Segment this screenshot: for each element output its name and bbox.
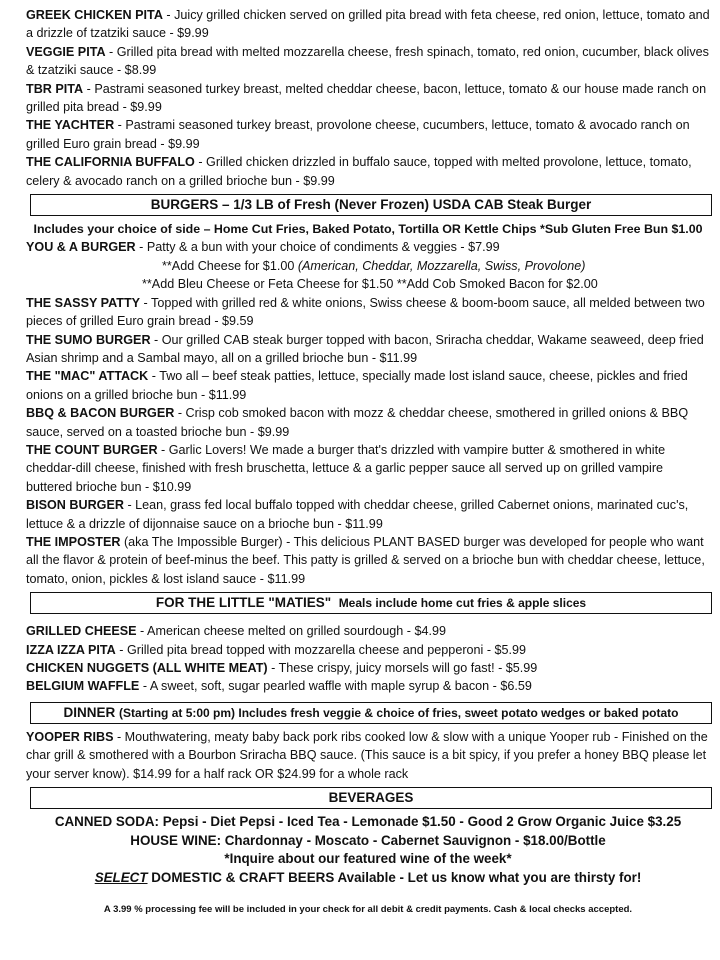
item-desc: - Crisp cob smoked bacon with mozz & cheddar cheese, smothered in grilled onions & BBQ sauce, served on a toasted brioche bun - $9.99 <box>26 406 689 439</box>
kids-header-sub: Meals include home cut fries & apple slices <box>338 596 587 611</box>
item-name: THE "MAC" ATTACK <box>26 369 149 384</box>
burgers-header-text: BURGERS – 1/3 LB of Fresh (Never Frozen) USDA CAB Steak Burger <box>150 197 592 213</box>
item-desc: - Juicy grilled chicken served on grilled pita bread with feta cheese, red onion, lettuce, tomato and a drizzle of tzatziki sauce - $9.99 <box>26 8 710 41</box>
bev-beers-text: DOMESTIC & CRAFT BEERS Available - Let us know what you are thirsty for! <box>147 869 642 885</box>
kids-header-text: FOR THE LITTLE "MATIES" <box>155 595 332 611</box>
item-name: BISON BURGER <box>26 498 124 513</box>
item-desc: - Grilled chicken drizzled in buffalo sauce, topped with melted provolone, lettuce, tomato, celery & avocado ranch on a grilled brioche bun - $9.99 <box>26 155 692 188</box>
item-desc: - Mouthwatering, meaty baby back pork ribs cooked low & slow with a unique Yooper rub - Finished on the char grill & smothered with a Bourbon Sriracha BBQ sauce. (This sauce is a bit spicy, if you prefer a honey BBQ please let your server know). $14.99 for a half rack OR $24.99 for a whole rack <box>26 729 708 781</box>
menu-item <box>26 80 710 117</box>
menu-item <box>26 6 710 43</box>
burger-list <box>26 294 710 589</box>
item-name: GRILLED CHEESE <box>26 624 137 639</box>
bev-inquire: *Inquire about our featured wine of the week* <box>224 851 512 867</box>
menu-item <box>26 238 710 256</box>
addon-cheese-options: (American, Cheddar, Mozzarella, Swiss, Provolone) <box>297 258 586 273</box>
pita-list <box>26 6 710 190</box>
item-desc: (aka The Impossible Burger) - This delicious PLANT BASED burger was developed for people who want all the flavor & protein of beef-minus the beef. This patty is grilled & served on a brioche bun with cheddar cheese, lettuce, tomato, onion, pickles & lost island sauce - $11.99 <box>26 534 705 586</box>
menu-item <box>26 404 710 441</box>
item-name: THE SASSY PATTY <box>26 295 141 310</box>
item-desc: - A sweet, soft, sugar pearled waffle with maple syrup & bacon - $6.59 <box>139 679 532 694</box>
menu-item <box>26 43 710 80</box>
menu-item <box>26 622 710 640</box>
menu-item <box>26 728 710 783</box>
menu-item <box>26 659 710 677</box>
dinner-list <box>26 728 710 783</box>
item-desc: - Two all – beef steak patties, lettuce, specially made lost island sauce, cheese, pickles and fried onions on a grilled brioche bun - $11.99 <box>26 369 688 402</box>
menu-item <box>26 496 710 533</box>
item-name: YOU & A BURGER <box>26 240 136 255</box>
bev-wine: HOUSE WINE: Chardonnay - Moscato - Cabernet Sauvignon - $18.00/Bottle <box>130 832 606 848</box>
item-name: BELGIUM WAFFLE <box>26 679 140 694</box>
item-desc: - Our grilled CAB steak burger topped with bacon, Sriracha cheddar, Wakame seaweed, deep fried Asian shrimp and a Sambal mayo, all on a grilled brioche bun - $11.99 <box>26 332 704 365</box>
processing-fee-note: A 3.99 % processing fee will be included in your check for all debit & credit payments. Cash & local checks accepted. <box>103 904 633 916</box>
item-desc: - Topped with grilled red & white onions, Swiss cheese & boom-boom sauce, all melded between two pieces of grilled Euro grain bread - $9.59 <box>26 295 705 329</box>
item-desc: - Pastrami seasoned turkey breast, melted cheddar cheese, bacon, lettuce, tomato & our house made ranch on grilled pita bread - $9.99 <box>26 81 707 115</box>
menu-item <box>26 533 710 588</box>
bev-soda: CANNED SODA: Pepsi - Diet Pepsi - Iced Tea - Lemonade $1.50 - Good 2 Grow Organic Juice $3.25 <box>54 814 682 830</box>
item-name: IZZA IZZA PITA <box>26 642 116 657</box>
menu-item <box>26 641 710 659</box>
item-name: GREEK CHICKEN PITA <box>26 8 163 22</box>
burgers-intro: Includes your choice of side – Home Cut Fries, Baked Potato, Tortilla OR Kettle Chips *Sub Gluten Free Bun $1.00 <box>33 222 703 237</box>
burgers-section-header <box>30 194 712 216</box>
item-desc: - Patty & a bun with your choice of condiments & veggies - $7.99 <box>135 240 500 255</box>
menu-item <box>26 331 710 368</box>
item-name: CHICKEN NUGGETS (ALL WHITE MEAT) <box>26 661 268 675</box>
addon-cheese-label: **Add Cheese for $1.00 <box>162 258 298 273</box>
addon-bleu: **Add Bleu Cheese or Feta Cheese for $1.50 **Add Cob Smoked Bacon for $2.00 <box>142 277 598 292</box>
item-desc: - Grilled pita bread with melted mozzarella cheese, fresh spinach, tomato, red onion, cucumber, black olives & tzatziki sauce - $8.99 <box>26 44 709 78</box>
item-desc: - Garlic Lovers! We made a burger that's drizzled with vampire butter & smothered in white cheddar-dill cheese, finished with fresh bruschetta, lettuce & a garlic pepper sauce all served up on grilled vampire buttered brioche bun - $10.99 <box>26 442 666 494</box>
menu-item <box>26 367 710 404</box>
dinner-header-sub: (Starting at 5:00 pm) Includes fresh veggie & choice of fries, sweet potato wedges or baked potato <box>119 705 679 720</box>
item-name: THE CALIFORNIA BUFFALO <box>26 155 195 170</box>
item-name: THE IMPOSTER <box>26 534 121 549</box>
bev-beers <box>26 869 710 888</box>
item-name: THE SUMO BURGER <box>26 332 151 347</box>
menu-item <box>26 441 710 496</box>
beverages-header-text: BEVERAGES <box>328 790 414 806</box>
item-name: THE YACHTER <box>26 118 115 133</box>
dinner-section-header <box>30 702 712 724</box>
kids-section-header <box>30 592 712 614</box>
item-name: VEGGIE PITA <box>26 44 106 59</box>
item-name: TBR PITA <box>26 81 84 96</box>
menu-item <box>26 116 710 153</box>
item-desc: - These crispy, juicy morsels will go fast! - $5.99 <box>267 661 538 675</box>
item-desc: - Lean, grass fed local buffalo topped with cheddar cheese, grilled Cabernet onions, marinated cuc's, lettuce & a drizzle of dijonnaise sauce on a brioche bun - $11.99 <box>26 498 689 531</box>
item-desc: - Grilled pita bread topped with mozzarella cheese and pepperoni - $5.99 <box>115 642 527 657</box>
menu-item <box>26 294 710 331</box>
dinner-header-text: DINNER <box>63 704 116 720</box>
addon-cheese <box>26 257 710 275</box>
bev-select: SELECT <box>94 869 148 885</box>
item-name: YOOPER RIBS <box>26 729 114 744</box>
kids-list <box>26 622 710 696</box>
menu-item <box>26 153 710 190</box>
item-desc: - American cheese melted on grilled sourdough - $4.99 <box>136 624 446 639</box>
item-name: THE COUNT BURGER <box>26 442 158 457</box>
menu-item <box>26 677 710 695</box>
item-desc: - Pastrami seasoned turkey breast, provolone cheese, cucumbers, lettuce, tomato & avocado ranch on grilled Euro grain bread - $9.99 <box>26 118 690 151</box>
beverages-section-header <box>30 787 712 809</box>
item-name: BBQ & BACON BURGER <box>26 406 175 421</box>
